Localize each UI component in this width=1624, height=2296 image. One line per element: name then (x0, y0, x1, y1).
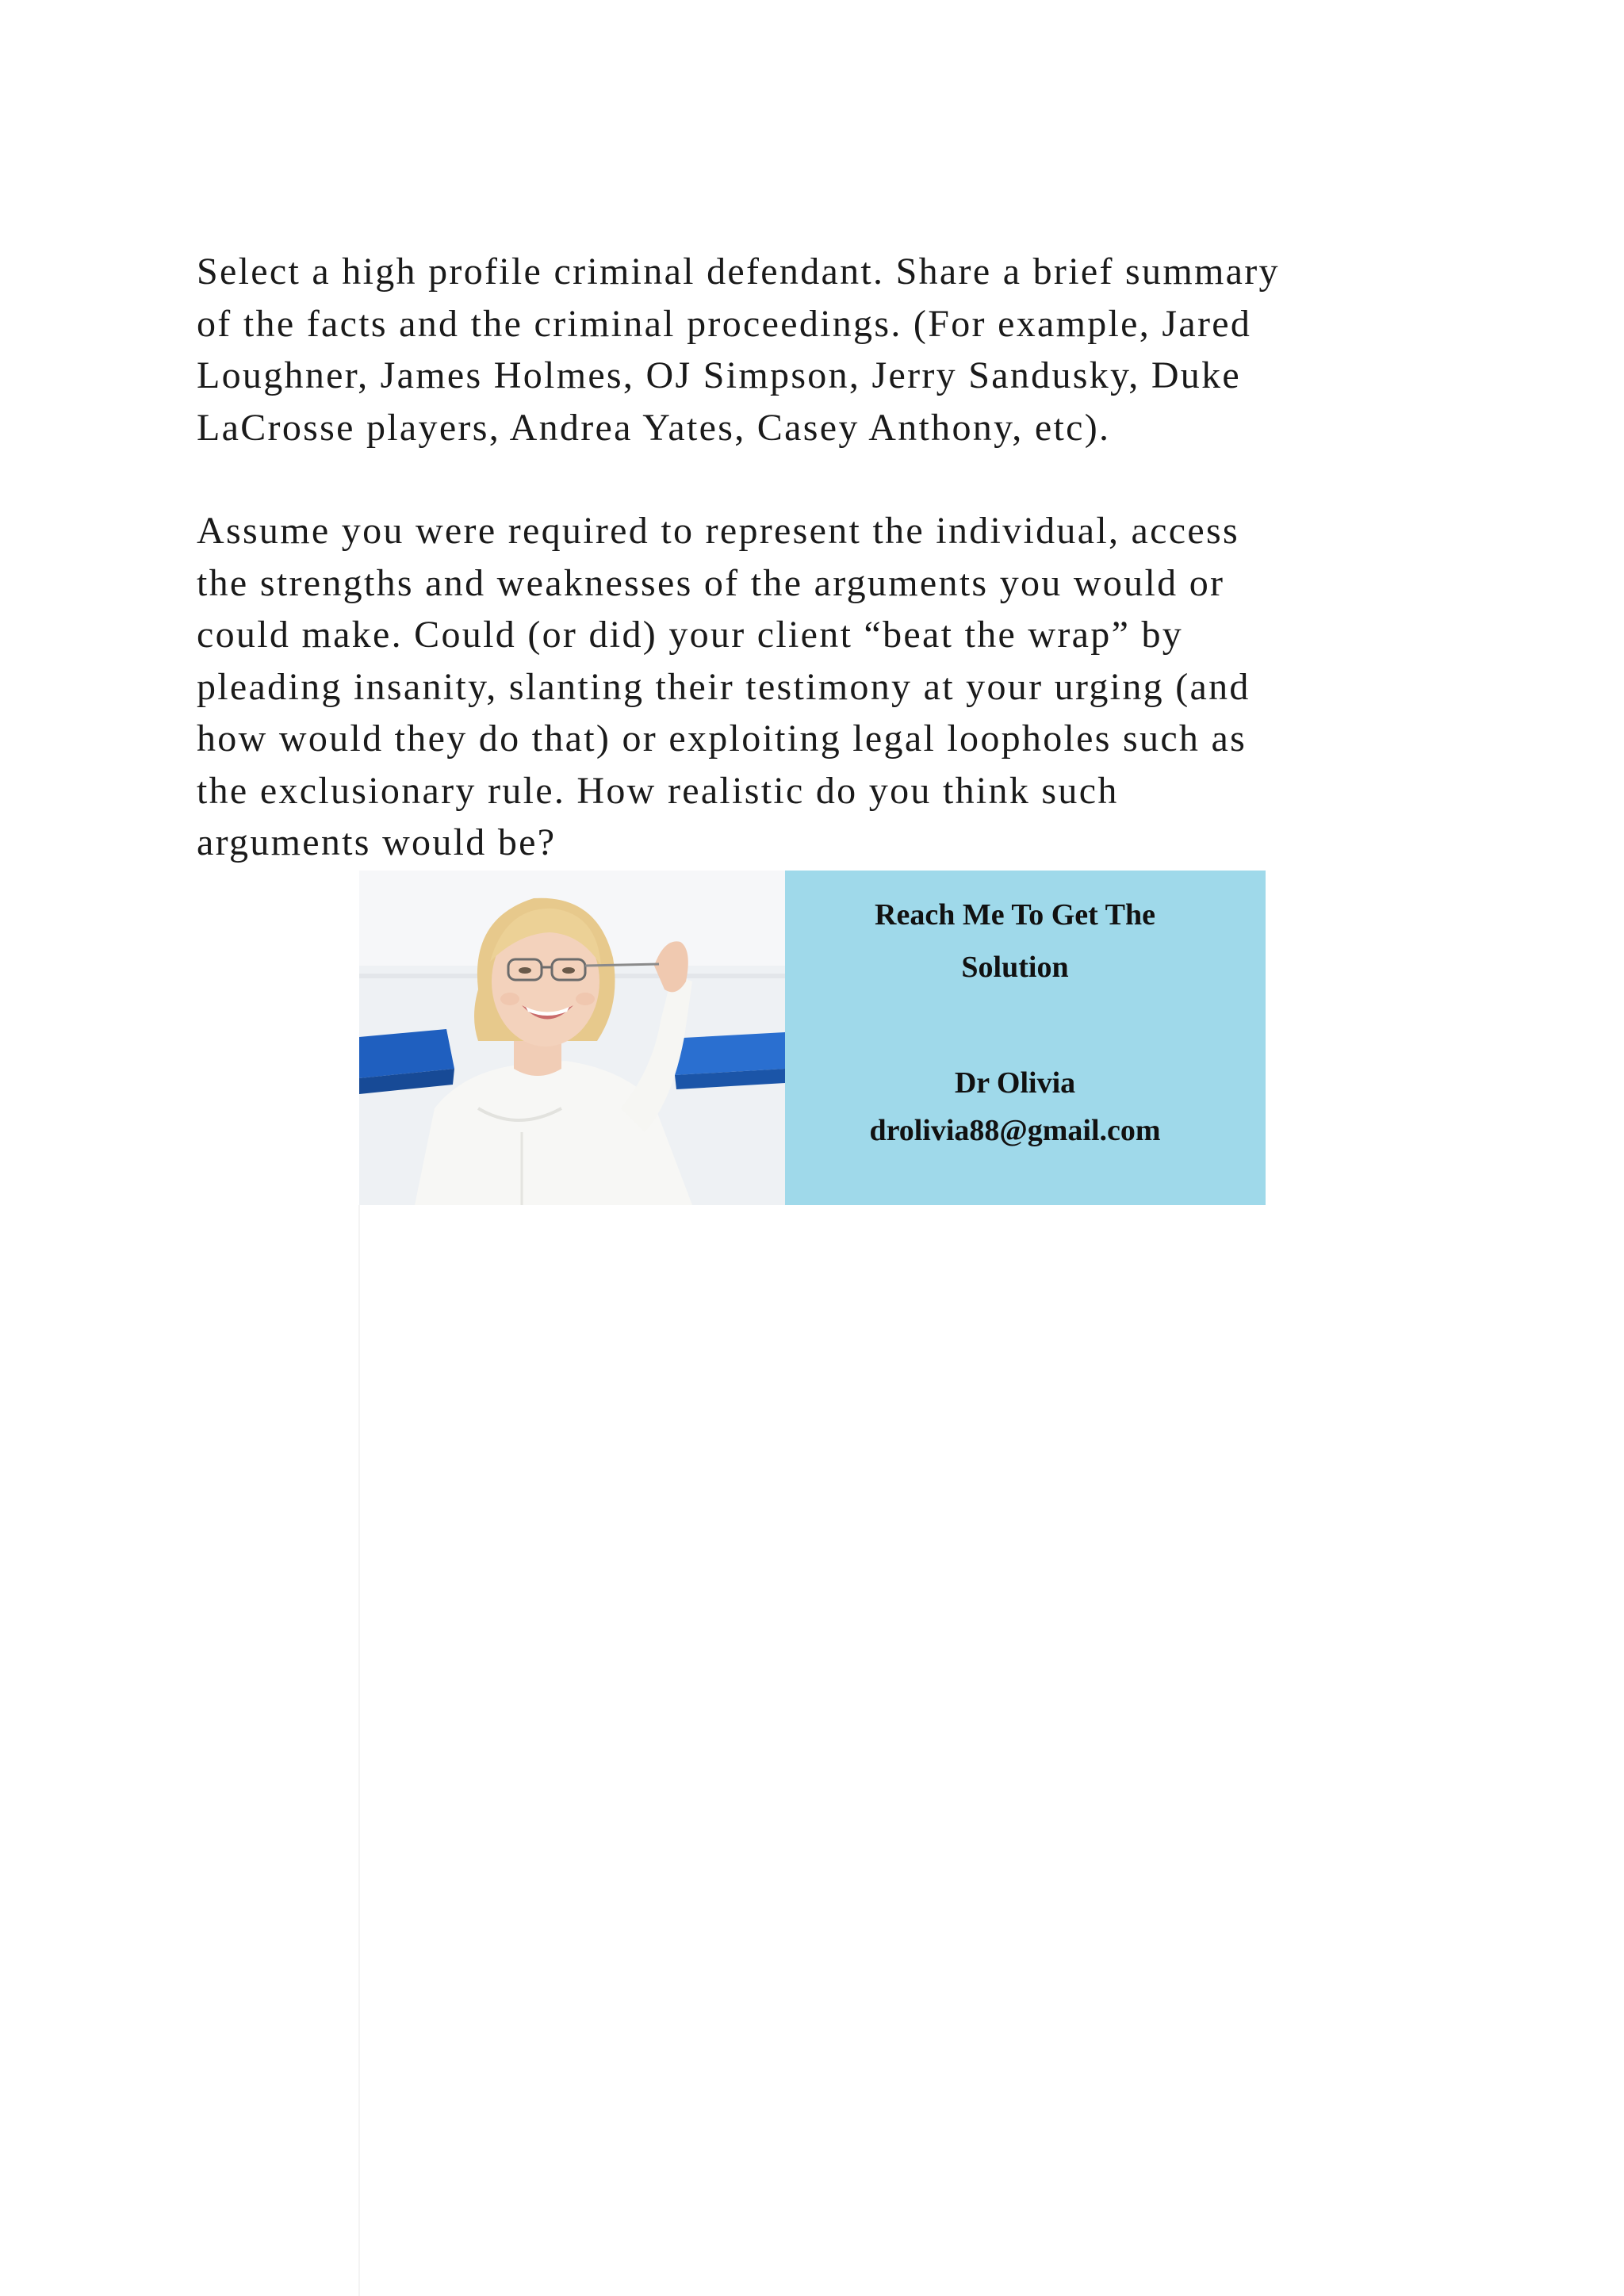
text-line: Select a high profile criminal defendant. Share a brief summary (197, 251, 1280, 293)
text-line: the exclusionary rule. How realistic do you think such (197, 769, 1119, 812)
page-edge-divider (358, 1205, 360, 2296)
paragraph-assignment-questions (197, 505, 1465, 869)
contact-name: Dr Olivia (954, 1066, 1076, 1100)
woman-photo (359, 871, 785, 1205)
contact-banner (359, 871, 1266, 1205)
text-line: the strengths and weaknesses of the arguments you would or (197, 561, 1225, 604)
text-line: could make. Could (or did) your client “beat the wrap” by (197, 614, 1184, 656)
text-line: of the facts and the criminal proceedings. (For example, Jared (197, 302, 1252, 345)
text-line: Assume you were required to represent the individual, access (197, 510, 1239, 552)
cta-heading-line-2: Solution (961, 951, 1069, 984)
text-line: how would they do that) or exploiting legal loopholes such as (197, 718, 1247, 760)
text-line: LaCrosse players, Andrea Yates, Casey Anthony, etc). (197, 406, 1111, 449)
text-line: Loughner, James Holmes, OJ Simpson, Jerry Sandusky, Duke (197, 354, 1241, 396)
contact-info-panel (785, 871, 1266, 1205)
text-line: pleading insanity, slanting their testimony at your urging (and (197, 665, 1251, 708)
text-line: arguments would be? (197, 821, 557, 863)
cta-heading-line-1: Reach Me To Get The (875, 898, 1155, 932)
paragraph-assignment-prompt (197, 246, 1465, 453)
contact-email: drolivia88@gmail.com (869, 1114, 1161, 1147)
